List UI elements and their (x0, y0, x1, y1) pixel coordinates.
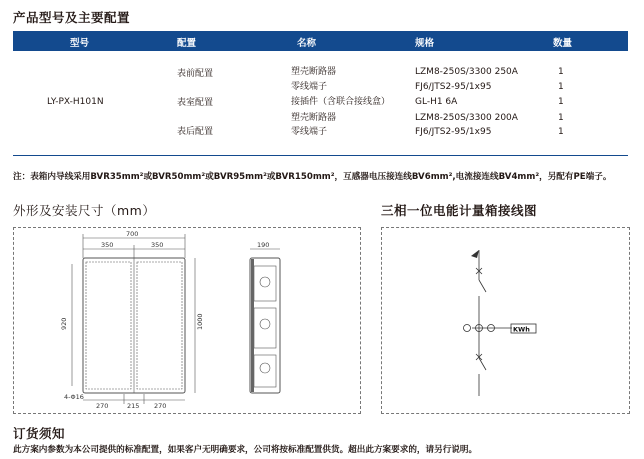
header-name: 名称 (297, 38, 317, 49)
row-qty: 1 (558, 67, 564, 77)
row-name: 零线端子 (291, 127, 328, 137)
row-spec: FJ6/JTS2-95/1x95 (415, 127, 492, 137)
wire-note: 注：表箱内导线采用BVR35mm²或BVR50mm²或BVR95mm²或BVR150mm²，互感器电压接连线BV6mm²,电流接连线BV4mm²，另配有PE端子。 (13, 172, 612, 182)
row-spec: LZM8-250S/3300 200A (415, 113, 518, 123)
table-bottom-rule (13, 155, 628, 156)
row-qty: 1 (558, 113, 564, 123)
section-title: 产品型号及主要配置 (13, 10, 131, 25)
dim-bottom-right: 270 (154, 402, 167, 410)
table-header (13, 31, 628, 51)
header-spec: 规格 (415, 38, 435, 49)
dim-depth: 190 (257, 241, 270, 249)
row-qty: 1 (558, 97, 564, 107)
spec-table (13, 31, 628, 156)
row-config: 表室配置 (177, 98, 214, 108)
row-qty: 1 (558, 127, 564, 137)
model-cell: LY-PX-H101N (47, 97, 104, 107)
header-config: 配置 (177, 38, 197, 49)
header-model: 型号 (70, 38, 90, 49)
row-config: 表后配置 (177, 127, 214, 137)
dim-inner-height: 920 (60, 317, 68, 330)
row-config: 表前配置 (177, 69, 214, 79)
dim-half-left: 350 (101, 241, 114, 249)
dimension-drawing (14, 228, 360, 413)
dim-total-height: 1000 (196, 313, 204, 330)
dim-hole-label: 4-Φ16 (64, 393, 84, 401)
dimension-drawing-panel (13, 227, 361, 414)
dim-total-width: 700 (126, 230, 139, 238)
row-name: 塑壳断路器 (291, 67, 337, 77)
dim-half-right: 350 (151, 241, 164, 249)
row-spec: FJ6/JTS2-95/1x95 (415, 82, 492, 92)
wiring-title: 三相一位电能计量箱接线图 (381, 203, 538, 218)
row-name: 接插件（含联合接线盒） (291, 97, 391, 107)
header-qty: 数量 (553, 38, 573, 49)
row-qty: 1 (558, 82, 564, 92)
row-name: 塑壳断路器 (291, 113, 337, 123)
dims-title: 外形及安装尺寸（mm） (13, 203, 156, 218)
row-name: 零线端子 (291, 82, 328, 92)
wiring-diagram (382, 228, 629, 413)
wiring-diagram-panel (381, 227, 630, 414)
order-title: 订货须知 (13, 426, 66, 441)
dim-bottom-mid: 215 (127, 402, 140, 410)
dim-bottom-left: 270 (96, 402, 109, 410)
row-spec: LZM8-250S/3300 250A (415, 67, 518, 77)
row-spec: GL-H1 6A (415, 97, 458, 107)
order-text: 此方案内参数为本公司提供的标准配置，如果客户无明确要求，公司将按标准配置供货。超出此方案要求的，请另行说明。 (13, 445, 478, 455)
meter-label: KWh (513, 325, 530, 334)
